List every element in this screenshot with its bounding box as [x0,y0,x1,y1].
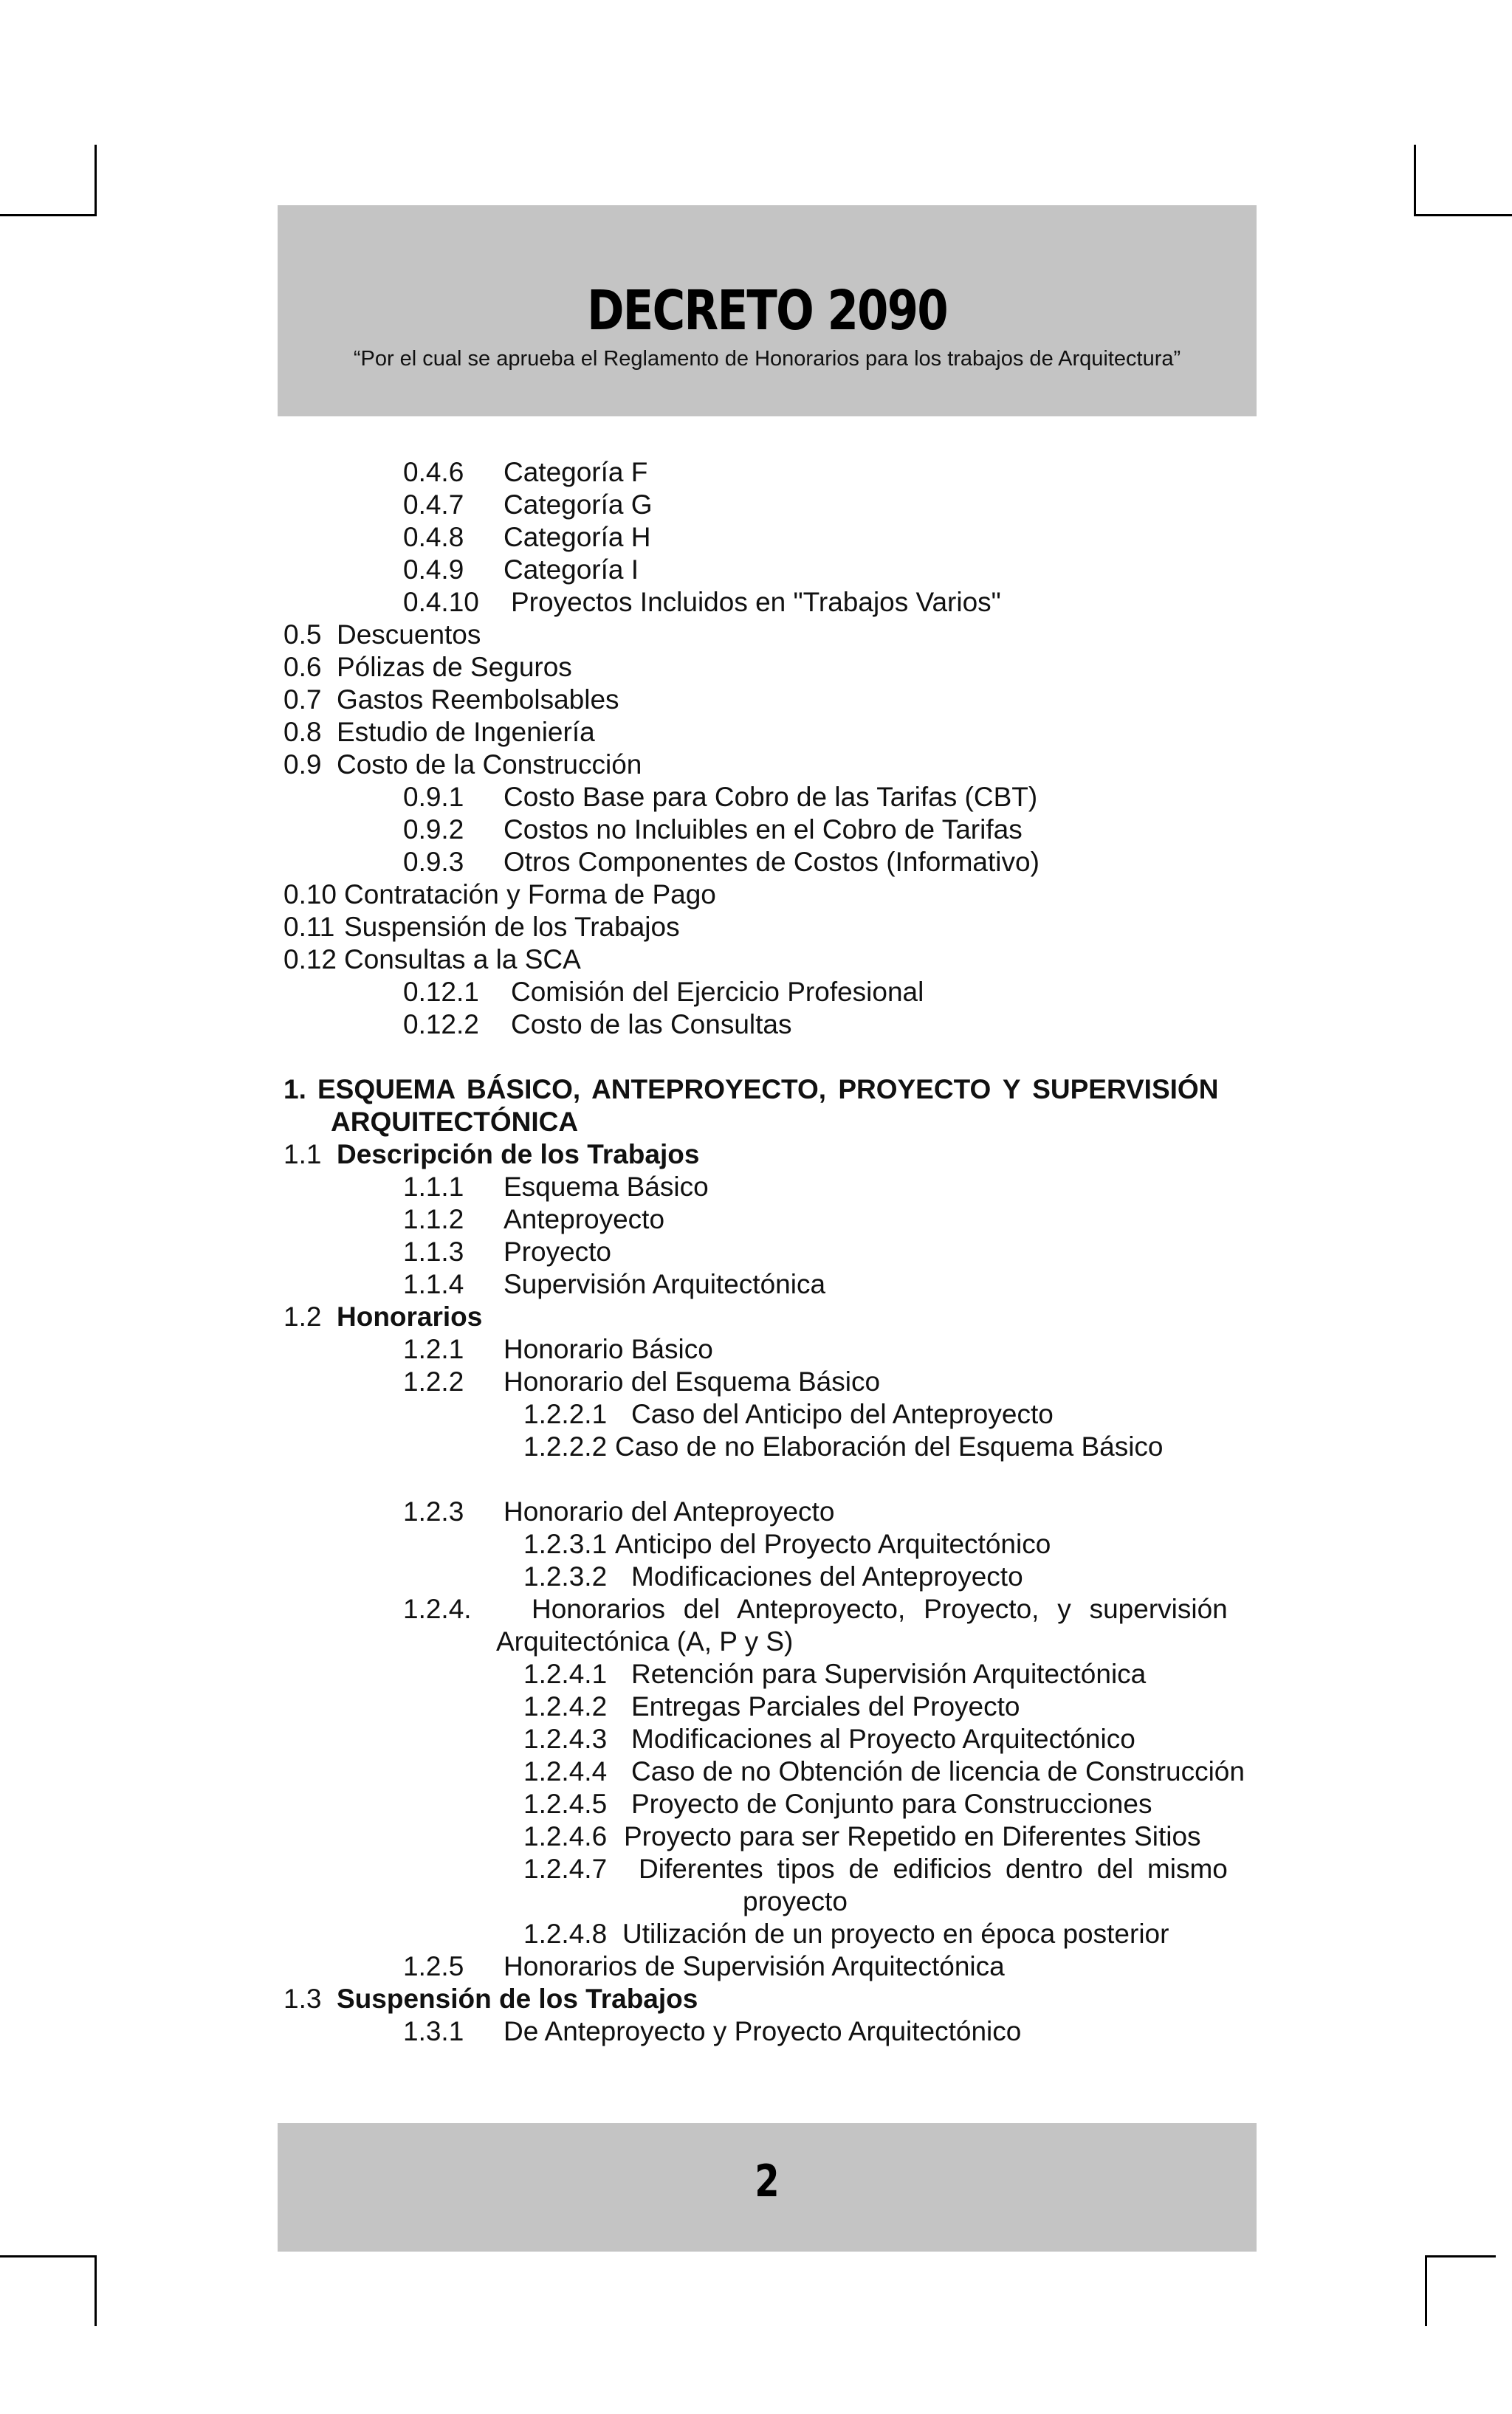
toc-label: Descuentos [337,619,481,650]
document-subtitle: “Por el cual se aprueba el Reglamento de Honorarios para los trabajos de Arquitectura” [353,347,1181,371]
crop-mark [1425,2255,1427,2326]
toc-entry [523,1918,1169,1950]
toc-number: 0.5 [284,619,322,650]
toc-entry [403,521,651,554]
toc-number: 0.9 [284,749,322,780]
toc-label: De Anteproyecto y Proyecto Arquitectónico [504,2016,1022,2046]
toc-number: 1.2.4.2 [523,1691,608,1722]
toc-number: 1.3.1 [403,2016,464,2046]
toc-entry [403,1366,880,1398]
toc-number: 1.2.4. [403,1594,472,1624]
toc-number: 1.2.3.2 [523,1561,608,1592]
toc-entry [403,1236,611,1268]
toc-entry [403,1950,1005,1983]
crop-mark [0,2255,97,2257]
toc-number: 0.9.1 [403,782,464,812]
toc-number: 0.11 [284,912,335,942]
toc-number: 1.2.4.3 [523,1724,608,1754]
toc-entry [523,1788,1152,1820]
toc-label: Categoría H [504,522,651,552]
toc-label: Proyecto [504,1237,612,1267]
toc-number: 1.2.3.1 [523,1529,608,1559]
toc-label: Caso del Anticipo del Anteproyecto [631,1399,1054,1429]
toc-label: Honorario del Esquema Básico [504,1366,881,1397]
toc-number: 1.2.5 [403,1951,464,1981]
toc-number: 0.4.9 [403,554,464,585]
toc-entry [403,846,1040,878]
toc-label: Pólizas de Seguros [337,652,572,682]
toc-number: 1.1 [284,1139,322,1169]
toc-label: Anteproyecto [504,1204,665,1234]
toc-number: 1.1.2 [403,1204,464,1234]
toc-number: 1. [284,1074,306,1104]
toc-label: Proyecto para ser Repetido en Diferentes Sitios [624,1821,1201,1851]
toc-label: Diferentes tipos de edificios dentro del mismo [639,1854,1228,1884]
toc-number: 0.8 [284,717,322,747]
toc-number: 1.2.2.2 [523,1431,608,1462]
toc-entry [523,1561,1023,1593]
toc-entry [284,1983,698,2015]
toc-label: Anticipo del Proyecto Arquitectónico [615,1529,1051,1559]
toc-number: 1.1.3 [403,1237,464,1267]
toc-label: Honorarios de Supervisión Arquitectónica [504,1951,1005,1981]
toc-label: Categoría I [504,554,639,585]
toc-entry [403,489,653,521]
toc-number: 1.2.4.6 [523,1821,608,1851]
toc-number: 1.3 [284,1984,322,2014]
toc-entry [284,651,572,684]
toc-label: Costo de las Consultas [511,1009,792,1039]
toc-label: Utilización de un proyecto en época posterior [622,1919,1169,1949]
toc-entry-cont [743,1885,848,1918]
toc-entry [403,781,1037,814]
page-footer [278,2123,1257,2252]
toc-entry [403,1268,825,1301]
toc-entry [403,1496,834,1528]
toc-label: Costos no Incluibles en el Cobro de Tarifas [504,814,1023,845]
toc-label: Descripción de los Trabajos [337,1139,700,1169]
toc-label: Contratación y Forma de Pago [344,879,716,909]
toc-label: Honorarios [337,1301,483,1332]
toc-label: Comisión del Ejercicio Profesional [511,977,924,1007]
crop-mark [0,214,97,216]
toc-number: 1.2.4.4 [523,1756,608,1787]
toc-label: Categoría F [504,457,648,487]
toc-entry [284,943,581,976]
toc-entry-cont [496,1626,793,1658]
toc-entry [403,1008,791,1041]
crop-mark [1425,2255,1496,2257]
crop-mark [1414,214,1512,216]
crop-mark [94,145,97,216]
toc-entry [284,911,680,943]
toc-label: Proyectos Incluidos en "Trabajos Varios" [511,587,1001,617]
toc-number: 1.2.2.1 [523,1399,608,1429]
toc-label: Costo Base para Cobro de las Tarifas (CBT) [504,782,1038,812]
toc-label: Suspensión de los Trabajos [337,1984,698,2014]
toc-number: 1.2.4.1 [523,1659,608,1689]
toc-entry [284,619,481,651]
document-title: DECRETO 2090 [587,279,947,343]
toc-entry [284,1138,699,1171]
toc-label: Gastos Reembolsables [337,684,619,715]
toc-number: 1.2 [284,1301,322,1332]
toc-entry [523,1756,1245,1788]
toc-label: ESQUEMA BÁSICO, ANTEPROYECTO, PROYECTO Y SUPERVISIÓN [317,1074,1219,1104]
toc-entry [403,1593,1228,1626]
page-number: 2 [755,2156,780,2207]
toc-entry [403,2015,1021,2048]
toc-entry [403,586,1001,619]
toc-number: 0.12.2 [403,1009,479,1039]
toc-number: 1.2.4.8 [523,1919,608,1949]
toc-label: Otros Componentes de Costos (Informativo) [504,847,1040,877]
toc-entry [523,1398,1054,1431]
toc-label: Categoría G [504,489,653,520]
toc-number: 0.12.1 [403,977,479,1007]
toc-label: proyecto [743,1886,848,1916]
toc-entry [523,1528,1051,1561]
toc-label: Proyecto de Conjunto para Construcciones [631,1789,1152,1819]
toc-number: 1.2.2 [403,1366,464,1397]
toc-label: Caso de no Elaboración del Esquema Básico [615,1431,1164,1462]
toc-number: 0.7 [284,684,322,715]
toc-label: Arquitectónica (A, P y S) [496,1626,794,1657]
toc-entry [523,1820,1201,1853]
toc-number: 1.2.4.5 [523,1789,608,1819]
toc-label: Esquema Básico [504,1172,709,1202]
toc-label: Honorario Básico [504,1334,713,1364]
toc-label: Costo de la Construcción [337,749,642,780]
toc-entry [284,878,716,911]
toc-entry [403,554,639,586]
toc-chapter-heading-cont [331,1106,578,1138]
toc-number: 0.4.10 [403,587,479,617]
page-header [278,205,1257,416]
toc-label: ARQUITECTÓNICA [331,1107,579,1137]
toc-label: Honorario del Anteproyecto [504,1496,835,1527]
toc-number: 0.9.3 [403,847,464,877]
toc-number: 0.9.2 [403,814,464,845]
toc-entry [523,1431,1164,1463]
toc-label: Modificaciones del Anteproyecto [631,1561,1023,1592]
toc-entry [403,976,924,1008]
toc-entry [523,1658,1146,1691]
toc-entry [403,814,1023,846]
toc-entry [284,1301,482,1333]
toc-number: 0.10 [284,879,337,909]
toc-number: 1.2.3 [403,1496,464,1527]
toc-label: Caso de no Obtención de licencia de Construcción [631,1756,1245,1787]
toc-entry [523,1723,1135,1756]
toc-entry [403,1333,713,1366]
toc-number: 0.12 [284,944,337,974]
toc-entry [403,1171,709,1203]
toc-label: Entregas Parciales del Proyecto [631,1691,1020,1722]
toc-label: Consultas a la SCA [344,944,581,974]
toc-number: 0.4.8 [403,522,464,552]
toc-entry [284,684,619,716]
toc-label: Estudio de Ingeniería [337,717,595,747]
toc-entry [284,716,595,749]
toc-entry [284,749,642,781]
toc-number: 0.4.6 [403,457,464,487]
toc-number: 0.4.7 [403,489,464,520]
crop-mark [94,2255,97,2326]
toc-number: 1.1.1 [403,1172,464,1202]
toc-label: Supervisión Arquitectónica [504,1269,826,1299]
toc-label: Suspensión de los Trabajos [344,912,680,942]
toc-entry [523,1853,1228,1885]
toc-entry [403,1203,664,1236]
crop-mark [1414,145,1416,216]
toc-label: Honorarios del Anteproyecto, Proyecto, y supervisión [532,1594,1228,1624]
toc-number: 0.6 [284,652,322,682]
toc-number: 1.1.4 [403,1269,464,1299]
toc-label: Modificaciones al Proyecto Arquitectónico [631,1724,1135,1754]
toc-number: 1.2.4.7 [523,1854,608,1884]
toc-chapter-heading [284,1073,1218,1106]
toc-entry [523,1691,1020,1723]
toc-number: 1.2.1 [403,1334,464,1364]
toc-label: Retención para Supervisión Arquitectónica [631,1659,1147,1689]
toc-entry [403,456,647,489]
